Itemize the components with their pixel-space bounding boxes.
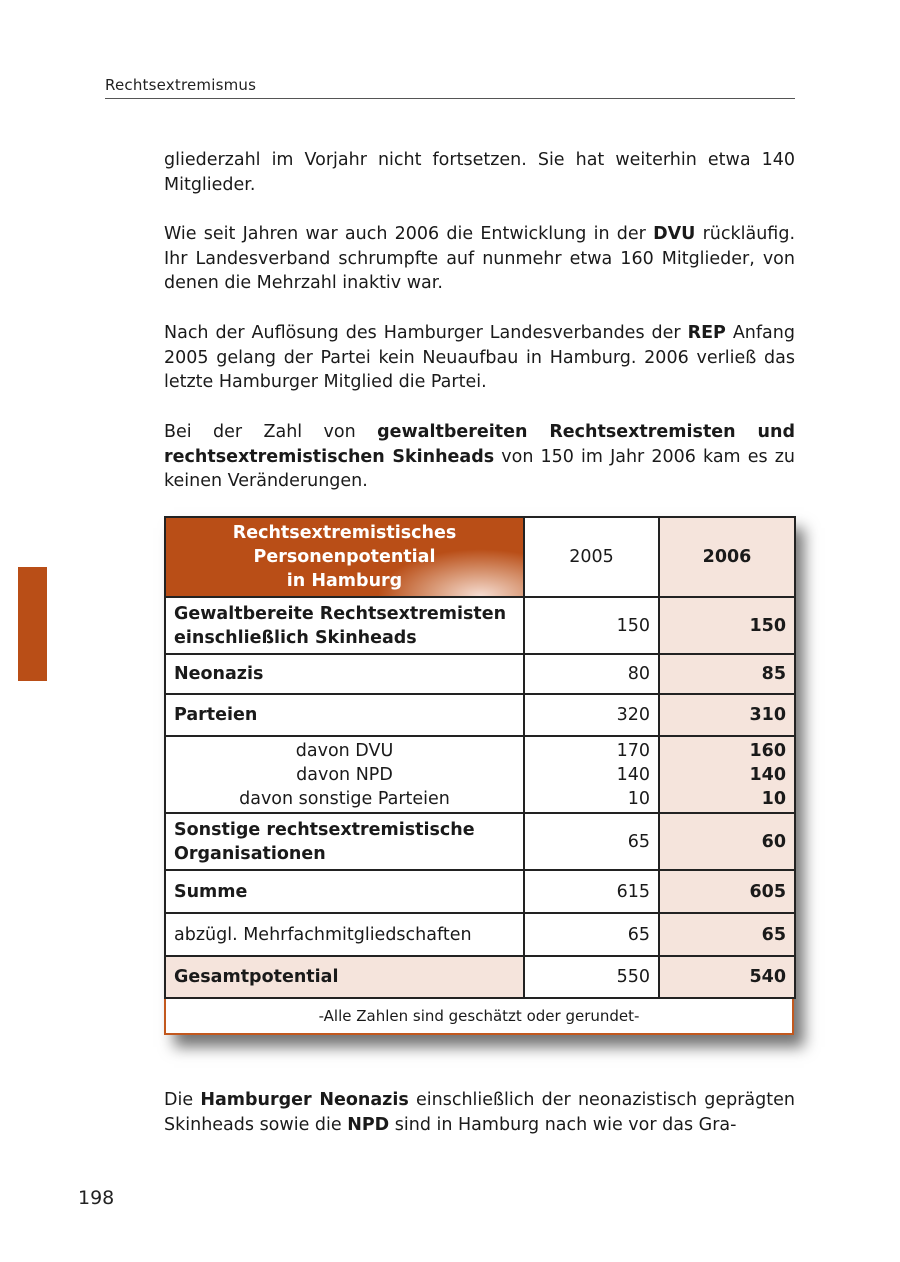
value-2005: 320 [524,694,659,736]
row-label-line: Organisationen [174,843,326,864]
table-row [165,813,795,870]
subitem-label: davon DVU [295,740,394,761]
table-row [165,597,795,654]
column-header-2005: 2005 [524,517,659,597]
table-row-total [165,956,795,998]
subitem-label: davon sonstige Parteien [239,788,450,809]
value-2005: 10 [627,788,650,809]
paragraph-text: Anfang 2005 gelang der Partei kein Neuaufbau in Hamburg. 2006 verließ das letzte Hamburger Mitglied die Partei. [164,323,795,392]
paragraph-text: rückläufig. Ihr Landesverband schrumpfte auf nunmehr etwa 160 Mitglieder, von denen die Mehrzahl inaktiv war. [164,224,796,293]
value-2006: 160 [749,740,786,761]
column-header-2006: 2006 [659,517,795,597]
value-2006: 85 [659,654,795,694]
table-row [165,654,795,694]
values-2005 [524,736,659,813]
party-name-npd: NPD [347,1114,390,1135]
paragraph-text: Wie seit Jahren war auch 2006 die Entwicklung in der [164,224,654,244]
personenpotential-table [164,516,796,999]
paragraph-text: Nach der Auflösung des Hamburger Landesverbandes der [164,323,688,343]
row-label-subitems [165,736,524,813]
value-2005: 170 [616,740,650,761]
row-label [165,813,524,870]
table-row [165,694,795,736]
statistics-table [164,516,794,1035]
row-label-line: Sonstige rechtsextremistische [174,819,475,840]
value-2006: 150 [659,597,795,654]
paragraph [164,222,795,296]
paragraph-text: einschließlich der neonazistisch geprägten Skinheads sowie die [164,1090,795,1135]
table-row [165,913,795,956]
paragraph [164,1088,795,1137]
value-2005: 65 [524,913,659,956]
table-header-row [165,517,795,597]
paragraph-text: Die [164,1090,201,1110]
value-2005: 140 [616,764,650,785]
row-label: Parteien [165,694,524,736]
paragraph-text: von 150 im Jahr 2006 kam es zu keinen Veränderungen. [164,446,795,491]
value-2005: 150 [524,597,659,654]
emphasis-text: gewaltbereiten Rechtsextremisten und rechtsextremistischen Skinheads [164,422,795,467]
row-label-line: Gewaltbereite Rechtsextremisten [174,603,507,624]
value-2006: 540 [659,956,795,998]
paragraph [164,321,795,395]
subitem-label: davon NPD [296,764,393,785]
table-title-cell [165,517,524,597]
table-title-line: Personenpotential [253,547,436,567]
value-2005: 65 [524,813,659,870]
running-title: Rechtsextremismus [105,76,795,99]
value-2005: 550 [524,956,659,998]
table-title-line: in Hamburg [286,571,403,591]
row-label: Neonazis [165,654,524,694]
row-label: abzügl. Mehrfachmitgliedschaften [165,913,524,956]
value-2006: 10 [761,788,786,809]
paragraph-text: Bei der Zahl von [164,422,378,442]
party-name-dvu: DVU [653,224,696,244]
page-number: 198 [78,1187,115,1209]
value-2005: 615 [524,870,659,913]
paragraph-text: sind in Hamburg nach wie vor das Gra- [389,1114,737,1135]
row-label-line: einschließlich Skinheads [174,627,417,648]
paragraph [164,420,795,494]
paragraph [164,148,795,197]
value-2006: 605 [659,870,795,913]
value-2005: 80 [524,654,659,694]
party-name-rep: REP [687,323,726,343]
paragraph-text: gliederzahl im Vorjahr nicht fortsetzen. Sie hat weiterhin etwa 140 Mitglieder. [164,150,795,195]
value-2006: 140 [749,764,786,785]
row-label [165,597,524,654]
table-footnote: -Alle Zahlen sind geschätzt oder gerundet- [164,999,794,1035]
value-2006: 65 [659,913,795,956]
section-marker-tab [18,567,47,681]
row-label: Summe [165,870,524,913]
table-row [165,870,795,913]
value-2006: 310 [659,694,795,736]
table-title-line: Rechtsextremistisches [232,523,457,543]
value-2006: 60 [659,813,795,870]
emphasis-text: Hamburger Neonazis [200,1090,409,1110]
row-label: Gesamtpotential [165,956,524,998]
table-row-subparties [165,736,795,813]
values-2006 [659,736,795,813]
